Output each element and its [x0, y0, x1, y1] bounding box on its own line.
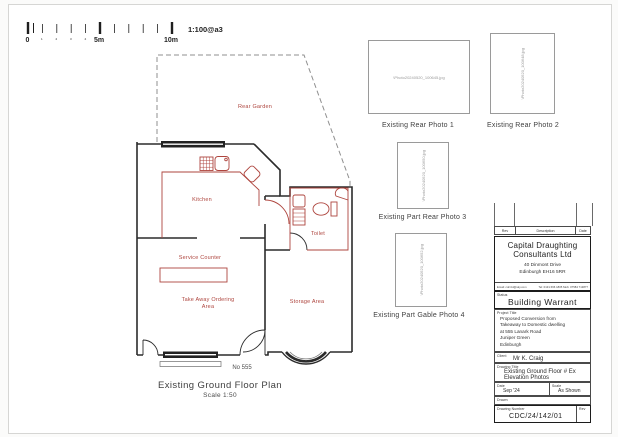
- svg-text:5m: 5m: [94, 37, 105, 44]
- plan-title: Existing Ground Floor Plan: [158, 380, 282, 391]
- room-label-storage-area: Storage Area: [289, 299, 325, 305]
- photo-4-frame: [395, 233, 447, 307]
- description-col-header: Description: [515, 227, 576, 234]
- project-line-3: at 555 Lanark Road: [500, 328, 542, 334]
- photo-2-caption: Existing Rear Photo 2: [487, 122, 559, 129]
- photo-4-filename: \Photo20240520_100652.jpg: [418, 244, 424, 296]
- drawing-title-field-label: Drawing Title: [497, 365, 519, 369]
- rev-field-label: Rev: [579, 407, 586, 411]
- photo-1-frame: [368, 40, 470, 114]
- bay-window: [282, 352, 330, 364]
- garden-boundary: [157, 55, 350, 187]
- company-address-line1: 40 Dinmont Drive: [523, 263, 562, 269]
- status-value: Building Warrant: [508, 297, 577, 307]
- building-walls: [137, 142, 352, 355]
- company-email: Email: cdc.ltd@sky.com: [497, 284, 527, 289]
- drawing-number-value: CDC/24/142/01: [509, 412, 563, 420]
- svg-text:0: 0: [25, 37, 30, 44]
- scale-value: As Shown: [558, 388, 581, 394]
- plan-scale-label: Scale 1:50: [203, 392, 237, 399]
- revision-table-columns: [494, 203, 593, 226]
- door-swings: [143, 233, 307, 355]
- photo-1-filename: \Photo20240520_100645.jpg: [393, 74, 445, 80]
- room-label-toilet: Toilet: [310, 231, 326, 237]
- date-field-label: Date: [497, 384, 505, 388]
- room-label-kitchen: Kitchen: [192, 197, 212, 203]
- project-line-2: Takeaway to Domestic dwelling: [500, 322, 566, 328]
- company-telephone: Tel: 0131 666 1805 Mob: 07584 713877: [538, 284, 588, 289]
- date-value: Sep '24: [503, 388, 520, 394]
- date-col-header: Date: [579, 228, 587, 233]
- drawn-box: [494, 396, 591, 405]
- revision-table-header: [494, 226, 591, 235]
- status-box: [494, 291, 591, 309]
- house-number-label: No 555: [232, 365, 252, 371]
- photo-3-frame: [397, 142, 449, 209]
- photo-2-filename: \Photo20240520_100648.jpg: [520, 47, 525, 100]
- scale-bar: [28, 22, 172, 34]
- drawing-title-box: [494, 363, 591, 382]
- rev-col-header: Rev: [501, 228, 509, 233]
- photo-2-frame: [490, 33, 555, 114]
- company-contact-row: [495, 282, 590, 290]
- room-label-service-counter: Service Counter: [178, 255, 222, 261]
- svg-text:2: 2: [55, 37, 58, 41]
- client-value: Mr K. Craig: [513, 355, 544, 362]
- svg-text:3: 3: [70, 37, 72, 41]
- date-scale-box: [494, 382, 591, 396]
- svg-text:4: 4: [84, 37, 87, 41]
- scale-field-label: Scale: [552, 384, 562, 388]
- project-line-5: Edinburgh: [500, 341, 522, 347]
- drawing-number-field-label: Drawing Number: [497, 407, 525, 411]
- project-line-1: Proposed Conversion from: [500, 316, 556, 321]
- drawing-title-line-2: Elevation Photos: [504, 374, 550, 381]
- company-address-line2: Edinburgh EH16 5RR: [519, 269, 566, 275]
- drawing-number-box: [494, 405, 591, 423]
- drawing-title-line-1: Existing Ground Floor # Ex: [504, 368, 576, 375]
- svg-text:10m: 10m: [164, 37, 179, 44]
- photo-3-caption: Existing Part Rear Photo 3: [378, 214, 467, 221]
- toilet-fittings: [290, 188, 348, 250]
- company-box: [494, 236, 591, 291]
- svg-text:1: 1: [41, 37, 43, 41]
- svg-text:1:100@a3: 1:100@a3: [188, 25, 223, 34]
- front-window: [160, 352, 221, 367]
- room-label-takeaway-area: Take Away Ordering Area: [181, 297, 235, 310]
- client-field-label: Client: [497, 354, 507, 358]
- company-name: Capital Draughting Consultants Ltd: [507, 241, 578, 260]
- project-line-4: Juniper Green: [500, 335, 530, 341]
- photo-1-caption: Existing Rear Photo 1: [382, 122, 454, 129]
- kitchen-fittings: [160, 157, 289, 283]
- photo-3-filename: \Photo20240520_100650.jpg: [420, 149, 426, 202]
- scale-bar-labels: [26, 25, 223, 44]
- status-field-label: Status: [497, 293, 508, 297]
- client-box: [494, 352, 591, 363]
- drawn-field-label: Drawn: [497, 398, 508, 402]
- project-title-box: [494, 309, 591, 352]
- room-label-rear-garden: Rear Garden: [238, 104, 272, 110]
- project-field-label: Project Title: [497, 311, 517, 315]
- photo-4-caption: Existing Part Gable Photo 4: [373, 312, 465, 319]
- rear-window: [161, 141, 225, 148]
